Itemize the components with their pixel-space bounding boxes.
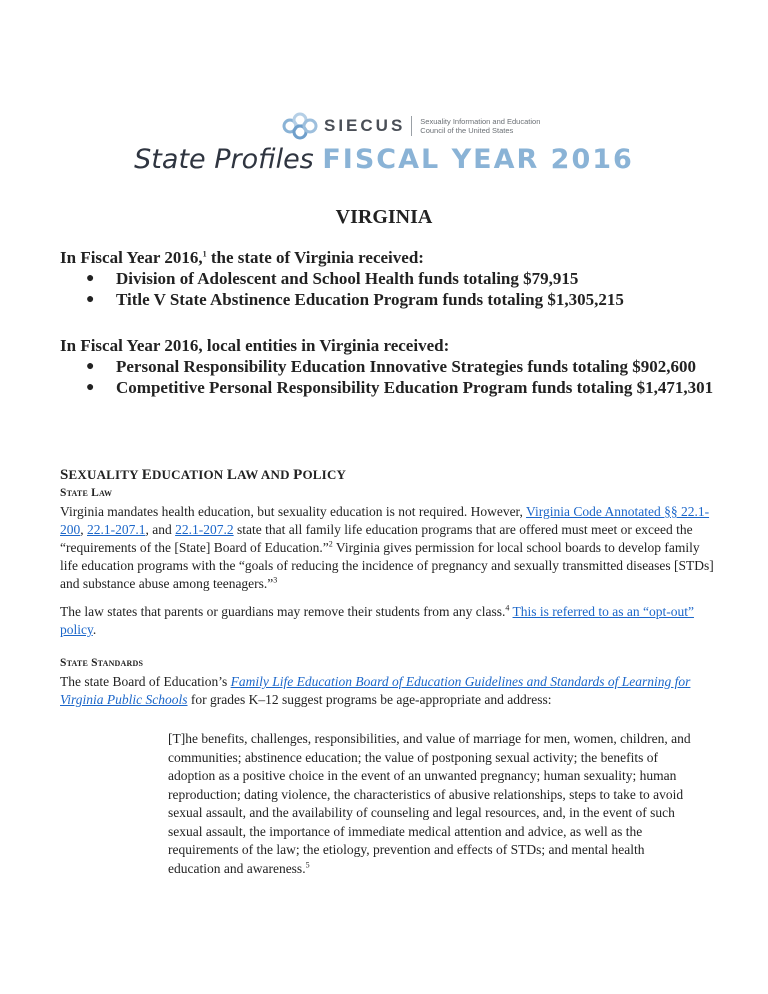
heading-part: DUCATION: [151, 467, 227, 482]
text-run: ,: [80, 522, 87, 537]
heading-part: L: [226, 467, 238, 483]
footnote-ref: 1: [202, 249, 207, 259]
masthead-fiscal-year: FISCAL YEAR 2016: [322, 144, 634, 175]
text-run: for grades K–12 suggest programs be age-appropriate and address:: [187, 692, 552, 707]
state-funding-block: [60, 247, 720, 310]
logo-tagline: [420, 117, 550, 135]
logo-divider: [411, 116, 412, 136]
text-run: The state Board of Education’s: [60, 674, 231, 689]
text-run: The law states that parents or guardians may remove their students from any class.: [60, 604, 506, 619]
masthead-title: [0, 140, 768, 180]
state-standards-heading: State Standards: [60, 657, 144, 669]
state-name-heading: VIRGINIA: [335, 206, 433, 228]
footnote-ref: 2: [328, 539, 333, 549]
local-funding-list: [60, 356, 720, 398]
standards-block-quote: [168, 730, 694, 878]
va-code-link-22-1-200[interactable]: Virginia Code Annotated §§ 22.1-200: [60, 504, 710, 537]
siecus-logo: [282, 112, 550, 140]
va-code-link-22-1-207-1[interactable]: 22.1-207.1: [87, 522, 146, 537]
local-funding-intro: In Fiscal Year 2016, local entities in Virginia received:: [60, 336, 450, 355]
heading-part: OLICY: [302, 467, 347, 482]
state-standards-paragraph: [60, 673, 716, 709]
heading-part: EXUALITY: [68, 467, 142, 482]
family-life-education-guidelines-link[interactable]: Family Life Education Board of Education Guidelines and Standards of Learning for Virginia Public Schools: [60, 674, 691, 707]
text-run: Virginia mandates health education, but sexuality education is not required. However,: [60, 504, 527, 519]
state-funding-intro-a: In Fiscal Year 2016,: [60, 248, 203, 267]
opt-out-policy-link[interactable]: This is referred to as an “opt-out” policy: [60, 604, 694, 637]
heading-part: E: [141, 467, 152, 483]
state-funding-intro-b: the state of Virginia received:: [206, 248, 424, 267]
section-heading: [60, 467, 346, 484]
logo-tagline-line-2: Council of the United States: [420, 126, 514, 135]
list-item: ● Division of Adolescent and School Health funds totaling $79,915: [116, 268, 720, 289]
quote-text: [T]he benefits, challenges, responsibilities, and value of marriage for men, women, children, and communities; abstinence education; the value of postponing sexual activity; the benefits of adoption as a positive choice in the event of an unwanted pregnancy; human sexuality; human reproduction; dating violence, the characteristics of abusive relationships, steps to take to avoid sexual assault, and the availability of counseling and legal resources, and, in the event of such sexual assault, the importance of immediate medical attention and advice, as well as the requirements of the law; the etiology, prevention and effects of STDs; and mental health education and awareness.: [168, 731, 691, 876]
text-run: Virginia gives permission for local school boards to develop family life education programs with the “goals of reducing the incidence of pregnancy and sexually transmitted diseases [STDs] and substance abuse among teenagers.”: [60, 540, 714, 591]
logo-wordmark: SIECUS: [324, 116, 406, 135]
text-run: .: [92, 622, 97, 637]
heading-part: AW AND: [237, 467, 294, 482]
state-law-heading: State Law: [60, 487, 113, 499]
list-item: ● Competitive Personal Responsibility Education Program funds totaling $1,471,301: [116, 377, 720, 398]
va-code-link-22-1-207-2[interactable]: 22.1-207.2: [175, 522, 234, 537]
text-run: state that all family life education programs that are offered must meet or exceed the “requirements of the [State] Board of Education.”: [60, 522, 693, 555]
state-law-paragraph-1: [60, 503, 716, 593]
state-funding-list: [60, 268, 720, 310]
text-run: , and: [145, 522, 176, 537]
footnote-ref: 3: [273, 575, 278, 585]
local-funding-block: [60, 335, 720, 398]
logo-tagline-line-1: Sexuality Information and Education: [420, 117, 541, 126]
heading-part: S: [60, 467, 69, 483]
masthead-state-profiles: State Profiles: [134, 144, 314, 175]
heading-part: P: [293, 467, 303, 483]
footnote-ref: 5: [305, 860, 310, 869]
list-item: ● Title V State Abstinence Education Program funds totaling $1,305,215: [116, 289, 720, 310]
list-item: ● Personal Responsibility Education Innovative Strategies funds totaling $902,600: [116, 356, 720, 377]
siecus-logo-icon: [282, 112, 318, 140]
state-funding-intro: [60, 247, 720, 268]
footnote-ref: 4: [505, 603, 510, 613]
state-law-paragraph-2: [60, 603, 716, 639]
